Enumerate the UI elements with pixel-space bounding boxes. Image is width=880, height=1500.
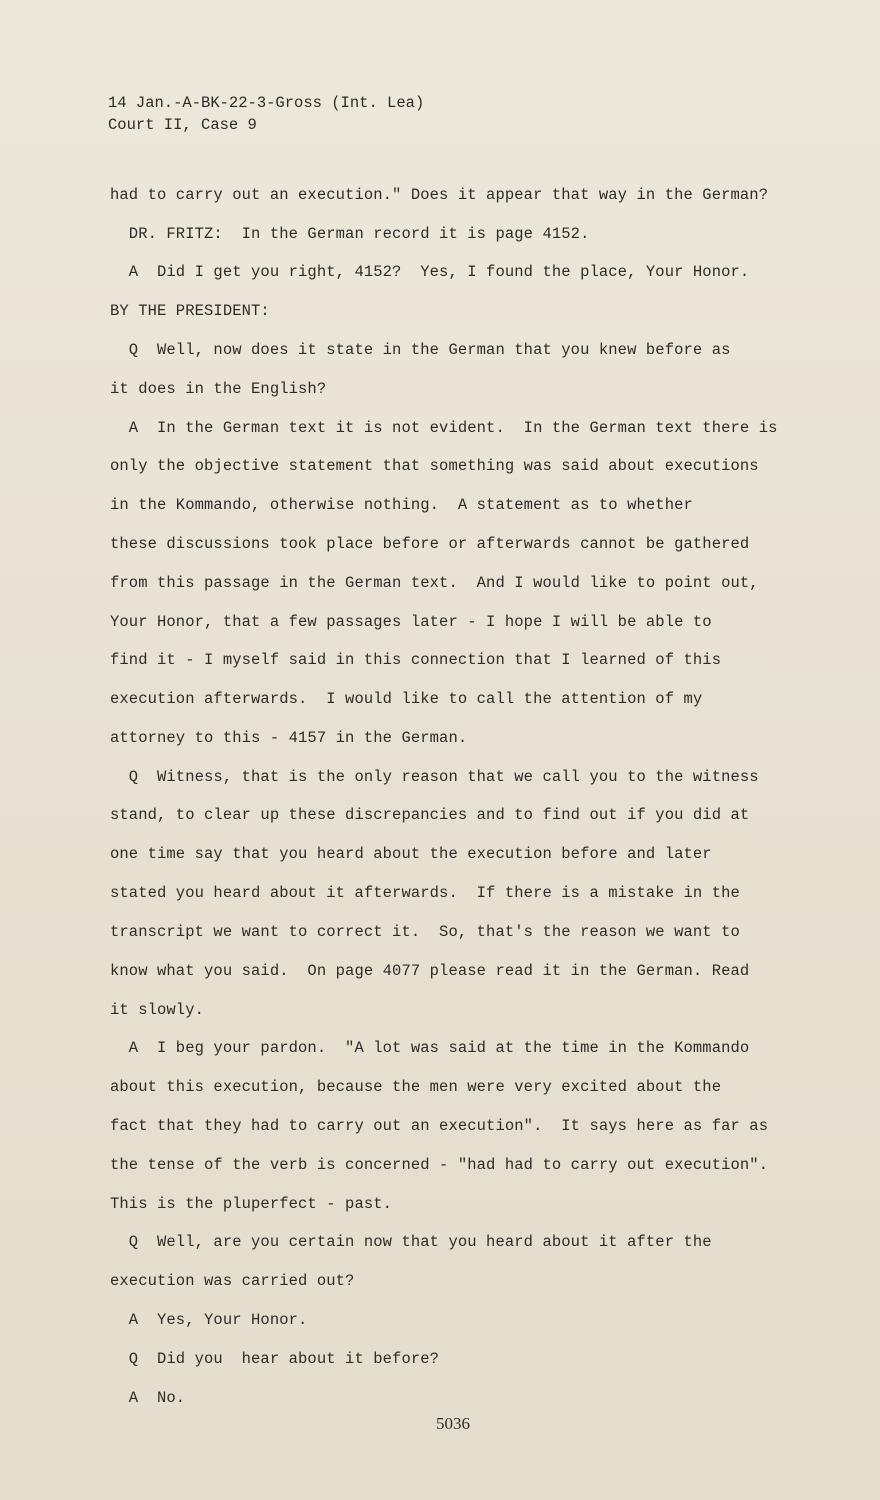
transcript-line: A I beg your pardon. "A lot was said at the time in the Kommando [110,1039,750,1057]
transcript-line: execution was carried out? [110,1272,355,1290]
transcript-line: Q Well, are you certain now that you heard about it after the [110,1233,712,1251]
transcript-line: Your Honor, that a few passages later - I hope I will be able to [110,613,712,631]
transcript-line: transcript we want to correct it. So, that's the reason we want to [110,923,740,941]
transcript-line: stand, to clear up these discrepancies and to find out if you did at [110,806,750,824]
transcript-line: from this passage in the German text. And I would like to point out, [110,574,759,592]
transcript-line: BY THE PRESIDENT: [110,302,270,320]
transcript-line: in the Kommando, otherwise nothing. A statement as to whether [110,496,693,514]
transcript-line: This is the pluperfect - past. [110,1195,393,1213]
transcript-line: Q Did you hear about it before? [110,1350,440,1368]
transcript-line: these discussions took place before or afterwards cannot be gathered [110,535,750,553]
transcript-line: attorney to this - 4157 in the German. [110,729,468,747]
transcript-line: A Yes, Your Honor. [110,1311,308,1329]
transcript-line: A Did I get you right, 4152? Yes, I found the place, Your Honor. [110,263,750,281]
transcript-line: find it - I myself said in this connection that I learned of this [110,651,722,669]
transcript-line: the tense of the verb is concerned - "had had to carry out execution". [110,1156,769,1174]
header-line-1: 14 Jan.-A-BK-22-3-Gross (Int. Lea) [108,94,425,112]
transcript-line: DR. FRITZ: In the German record it is page 4152. [110,225,590,243]
transcript-line: know what you said. On page 4077 please read it in the German. Read [110,962,750,980]
transcript-line: only the objective statement that something was said about executions [110,457,759,475]
transcript-line: it does in the English? [110,380,327,398]
transcript-line: had to carry out an execution." Does it appear that way in the German? [110,186,769,204]
transcript-line: one time say that you heard about the execution before and later [110,845,712,863]
header-line-2: Court II, Case 9 [108,116,257,134]
header [108,92,424,136]
transcript-line: it slowly. [110,1001,205,1019]
transcript-line: execution afterwards. I would like to call the attention of my [110,690,703,708]
transcript-line: about this execution, because the men were very excited about the [110,1078,722,1096]
page-number: 5036 [436,1414,470,1433]
transcript-line: fact that they had to carry out an execution". It says here as far as [110,1117,769,1135]
transcript-line: Q Well, now does it state in the German that you knew before as [110,341,731,359]
transcript-line: A In the German text it is not evident. In the German text there is [110,419,778,437]
transcript-line: Q Witness, that is the only reason that we call you to the witness [110,768,759,786]
transcript-line: stated you heard about it afterwards. If there is a mistake in the [110,884,740,902]
transcript-line: A No. [110,1389,186,1407]
